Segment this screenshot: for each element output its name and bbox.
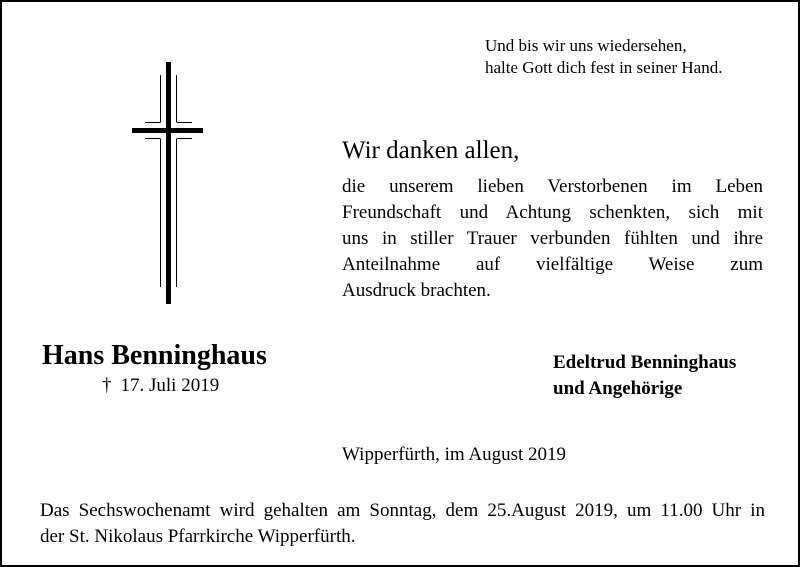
death-date: 17. Juli 2019	[120, 375, 220, 396]
signature-line: Edeltrud Benninghaus	[553, 352, 737, 373]
motto-line: halte Gott dich fest in seiner Hand.	[485, 58, 723, 77]
cross-icon	[130, 62, 206, 304]
thanks-text	[342, 174, 763, 304]
thanks-line: Ausdruck brachten.	[342, 280, 491, 301]
service-notice	[40, 498, 765, 550]
motto	[485, 35, 722, 79]
thanks-heading: Wir danken allen,	[342, 137, 520, 164]
signature-line: und Angehörige	[553, 378, 683, 399]
service-line: Das Sechswochenamt wird gehalten am Sonntag, dem 25.August 2019, um 11.00 Uhr in	[40, 500, 765, 521]
death-date-line	[102, 374, 219, 398]
signature	[553, 350, 736, 402]
place-date: Wipperfürth, im August 2019	[342, 444, 567, 465]
dagger-icon: †	[102, 375, 112, 396]
motto-line: Und bis wir uns wiedersehen,	[485, 36, 687, 55]
deceased-name: Hans Benninghaus	[42, 340, 267, 371]
service-line: der St. Nikolaus Pfarrkirche Wipperfürth.	[40, 526, 356, 547]
thanks-line: uns in stiller Trauer verbunden fühlten und ihre	[342, 228, 763, 249]
thanks-line: Freundschaft und Achtung schenkten, sich mit	[342, 202, 763, 223]
thanks-line: Anteilnahme auf vielfältige Weise zum	[342, 254, 763, 275]
thanks-line: die unserem lieben Verstorbenen im Leben	[342, 176, 763, 197]
